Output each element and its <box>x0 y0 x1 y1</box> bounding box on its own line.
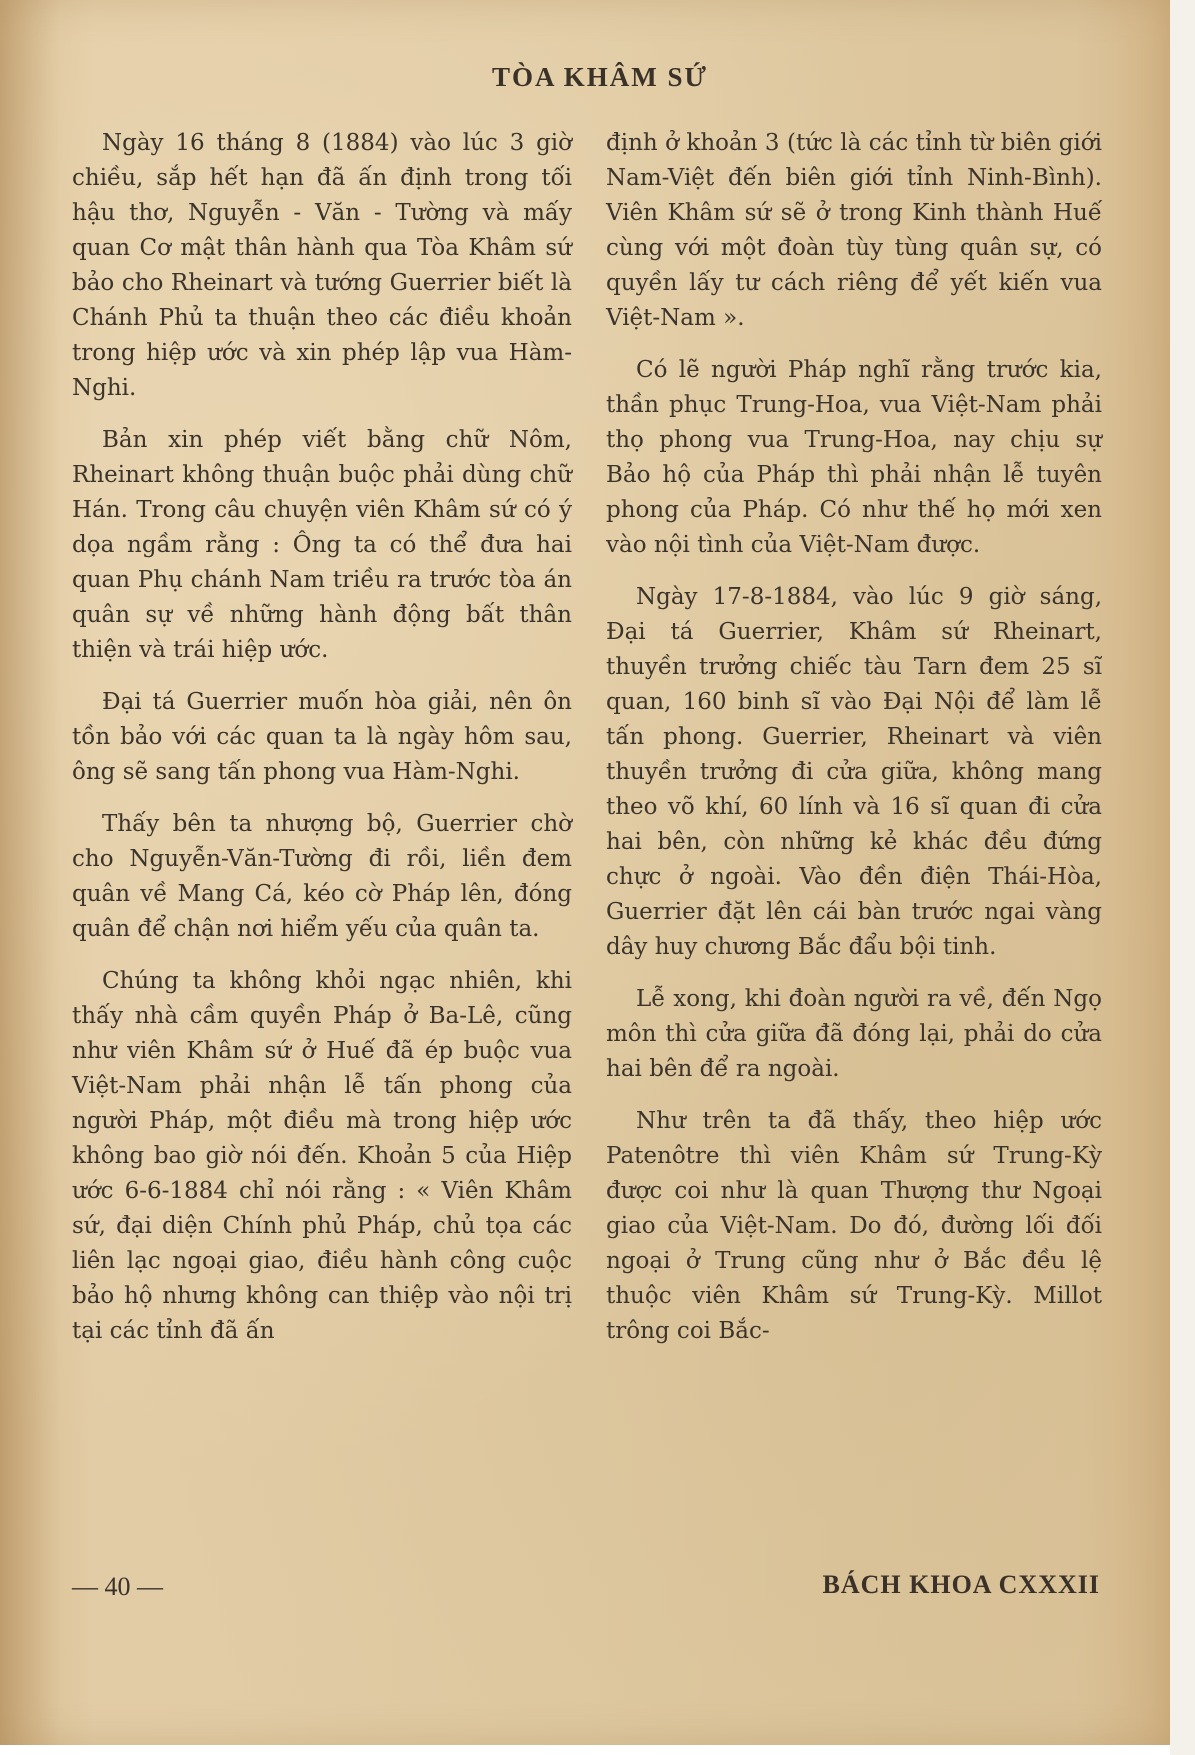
paragraph: Lễ xong, khi đoàn người ra về, đến Ngọ môn thì cửa giữa đã đóng lại, phải do cửa hai bên để ra ngoài. <box>606 986 1102 1082</box>
paragraph: Ngày 16 tháng 8 (1884) vào lúc 3 giờ chiều, sắp hết hạn đã ấn định trong tối hậu thơ, Nguyễn - Văn - Tường và mấy quan Cơ mật thân hành qua Tòa Khâm sứ bảo cho Rheinart và tướng Guerrier biết là Chánh Phủ ta thuận theo các điều khoản trong hiệp ước và xin phép lập vua Hàm-Nghi. <box>72 130 572 401</box>
left-column <box>72 126 572 1366</box>
paragraph: Chúng ta không khỏi ngạc nhiên, khi thấy nhà cầm quyền Pháp ở Ba-Lê, cũng như viên Khâm sứ ở Huế đã ép buộc vua Việt-Nam phải nhận lễ tấn phong của người Pháp, một điều mà trong hiệp ước không bao giờ nói đến. Khoản 5 của Hiệp ước 6-6-1884 chỉ nói rằng : « Viên Khâm sứ, đại diện Chính phủ Pháp, chủ tọa các liên lạc ngoại giao, điều hành công cuộc bảo hộ nhưng không can thiệp vào nội trị tại các tỉnh đã ấn <box>72 968 572 1344</box>
right-column <box>606 126 1102 1366</box>
paragraph: Đại tá Guerrier muốn hòa giải, nên ôn tồn bảo với các quan ta là ngày hôm sau, ông sẽ sang tấn phong vua Hàm-Nghi. <box>72 689 572 785</box>
paragraph: Ngày 17-8-1884, vào lúc 9 giờ sáng, Đại tá Guerrier, Khâm sứ Rheinart, thuyền trưởng chiếc tàu Tarn đem 25 sĩ quan, 160 binh sĩ vào Đại Nội để làm lễ tấn phong. Guerrier, Rheinart và viên thuyền trưởng đi cửa giữa, không mang theo võ khí, 60 lính và 16 sĩ quan đi cửa hai bên, còn những kẻ khác đều đứng chực ở ngoài. Vào đền điện Thái-Hòa, Guerrier đặt lên cái bàn trước ngai vàng dây huy chương Bắc đẩu bội tinh. <box>606 584 1102 960</box>
paragraph: Thấy bên ta nhượng bộ, Guerrier chờ cho Nguyễn-Văn-Tường đi rồi, liền đem quân về Mang Cá, kéo cờ Pháp lên, đóng quân để chận nơi hiểm yếu của quân ta. <box>72 811 572 942</box>
paragraph: Có lẽ người Pháp nghĩ rằng trước kia, thần phục Trung-Hoa, vua Việt-Nam phải thọ phong vua Trung-Hoa, nay chịu sự Bảo hộ của Pháp thì phải nhận lễ tuyên phong của Pháp. Có như thế họ mới xen vào nội tình của Việt-Nam được. <box>606 357 1102 558</box>
journal-issue: BÁCH KHOA CXXXII <box>822 1570 1100 1599</box>
page-number: — 40 — <box>72 1572 163 1601</box>
running-title: TÒA KHÂM SỨ <box>491 62 708 92</box>
paragraph: Như trên ta đã thấy, theo hiệp ước Patenôtre thì viên Khâm sứ Trung-Kỳ được coi như là quan Thượng thư Ngoại giao của Việt-Nam. Do đó, đường lối đối ngoại ở Trung cũng như ở Bắc đều lệ thuộc viên Khâm sứ Trung-Kỳ. Millot trông coi Bắc- <box>606 1108 1102 1344</box>
page-spine-shadow <box>0 0 60 1745</box>
scan-margin <box>1170 0 1195 1755</box>
paragraph-continued: định ở khoản 3 (tức là các tỉnh từ biên giới Nam-Việt đến biên giới tỉnh Ninh-Bình). Viên Khâm sứ sẽ ở trong Kinh thành Huế cùng với một đoàn tùy tùng quân sự, có quyền lấy tư cách riêng để yết kiến vua Việt-Nam ». <box>606 130 1102 331</box>
paragraph: Bản xin phép viết bằng chữ Nôm, Rheinart không thuận buộc phải dùng chữ Hán. Trong câu chuyện viên Khâm sứ có ý dọa ngầm rằng : Ông ta có thể đưa hai quan Phụ chánh Nam triều ra trước tòa án quân sự về những hành động bất thân thiện và trái hiệp ước. <box>72 427 572 663</box>
